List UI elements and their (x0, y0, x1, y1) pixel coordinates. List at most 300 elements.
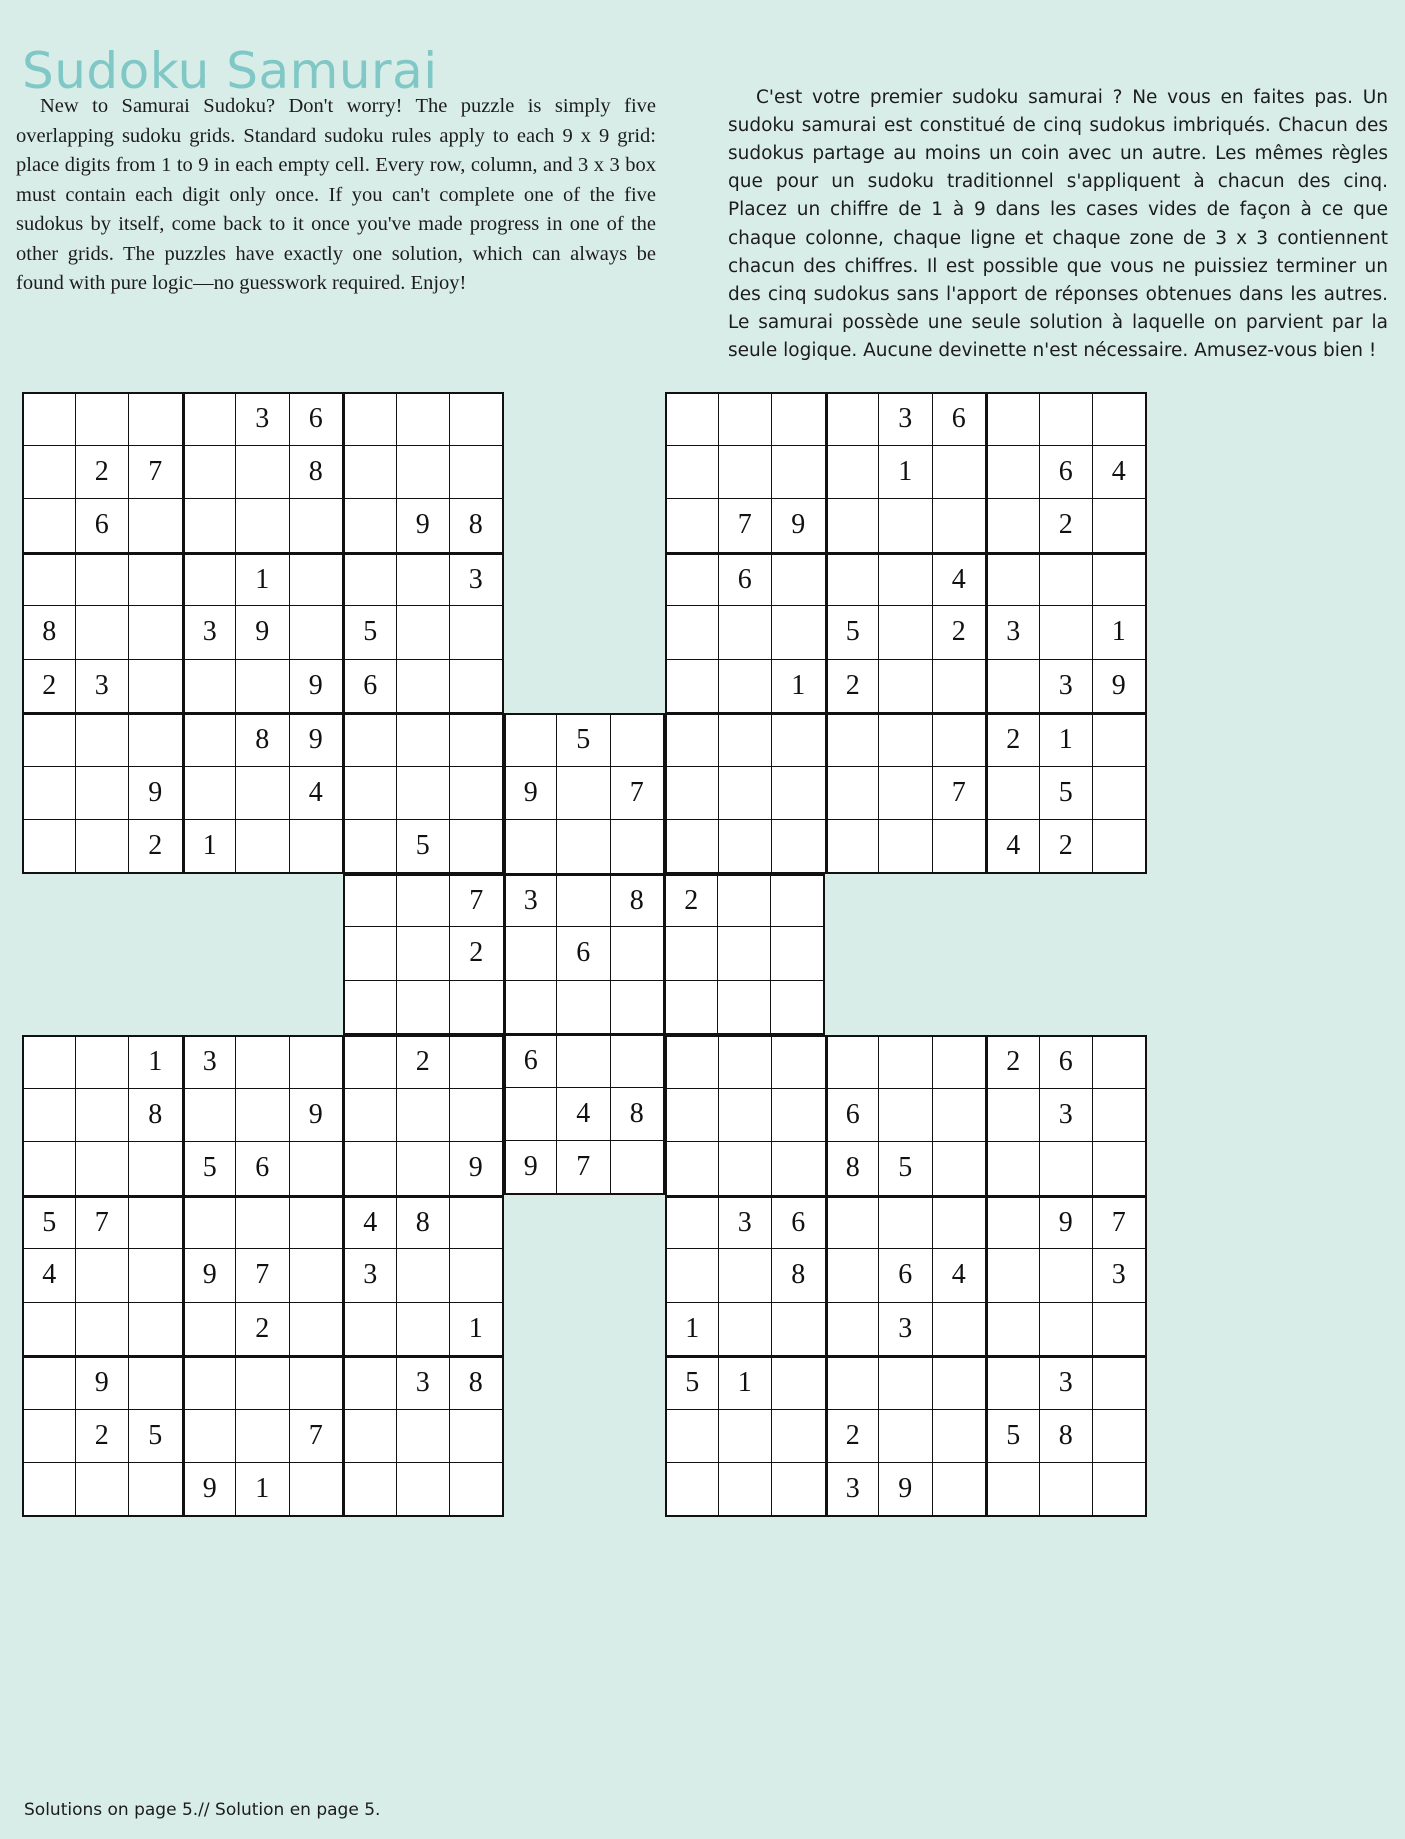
sudoku-cell[interactable]: 3 (1040, 1089, 1094, 1143)
sudoku-cell[interactable]: 2 (1040, 820, 1094, 874)
sudoku-cell[interactable] (343, 1463, 397, 1517)
sudoku-cell[interactable] (557, 1034, 611, 1088)
sudoku-cell[interactable] (129, 1303, 183, 1357)
sudoku-cell[interactable]: 8 (611, 1088, 665, 1142)
sudoku-cell[interactable]: 1 (183, 820, 237, 874)
sudoku-cell[interactable] (22, 446, 76, 500)
sudoku-cell[interactable]: 5 (879, 1142, 933, 1196)
sudoku-cell[interactable] (1093, 499, 1147, 553)
sudoku-cell[interactable]: 9 (290, 660, 344, 714)
sudoku-cell[interactable] (1093, 553, 1147, 607)
sudoku-cell[interactable] (933, 713, 987, 767)
sudoku-cell[interactable] (826, 1303, 880, 1357)
sudoku-cell[interactable]: 3 (1093, 1249, 1147, 1303)
sudoku-cell[interactable]: 8 (450, 499, 504, 553)
sudoku-cell[interactable]: 6 (1040, 1035, 1094, 1089)
sudoku-cell[interactable] (76, 553, 130, 607)
sudoku-cell[interactable] (1093, 820, 1147, 874)
sudoku-cell[interactable] (76, 1142, 130, 1196)
sudoku-cell[interactable] (611, 927, 665, 981)
sudoku-cell[interactable] (236, 767, 290, 821)
sudoku-cell[interactable] (504, 981, 558, 1035)
sudoku-cell[interactable] (665, 1142, 719, 1196)
sudoku-cell[interactable] (129, 1249, 183, 1303)
sudoku-cell[interactable] (1040, 1142, 1094, 1196)
sudoku-cell[interactable] (1093, 1035, 1147, 1089)
sudoku-cell[interactable]: 2 (933, 606, 987, 660)
sudoku-cell[interactable]: 2 (76, 1410, 130, 1464)
sudoku-cell[interactable] (879, 1410, 933, 1464)
sudoku-cell[interactable] (772, 1303, 826, 1357)
sudoku-cell[interactable] (665, 1410, 719, 1464)
sudoku-cell[interactable] (772, 713, 826, 767)
sudoku-cell[interactable] (183, 1089, 237, 1143)
sudoku-cell[interactable] (719, 1410, 773, 1464)
sudoku-cell[interactable] (22, 1410, 76, 1464)
sudoku-cell[interactable] (826, 553, 880, 607)
sudoku-cell[interactable] (879, 1089, 933, 1143)
sudoku-cell[interactable]: 9 (183, 1249, 237, 1303)
sudoku-cell[interactable] (22, 820, 76, 874)
sudoku-cell[interactable] (557, 820, 611, 874)
sudoku-cell[interactable]: 6 (504, 1034, 558, 1088)
sudoku-cell[interactable] (664, 981, 718, 1035)
sudoku-cell[interactable]: 4 (933, 1249, 987, 1303)
sudoku-cell[interactable]: 7 (450, 874, 504, 928)
sudoku-cell[interactable] (290, 1196, 344, 1250)
sudoku-cell[interactable]: 9 (504, 1141, 558, 1195)
sudoku-cell[interactable] (183, 1410, 237, 1464)
sudoku-cell[interactable]: 3 (397, 1356, 451, 1410)
sudoku-cell[interactable]: 2 (397, 1035, 451, 1089)
sudoku-cell[interactable] (129, 392, 183, 446)
sudoku-cell[interactable] (986, 553, 1040, 607)
sudoku-cell[interactable] (290, 1303, 344, 1357)
sudoku-cell[interactable] (450, 1463, 504, 1517)
sudoku-cell[interactable] (772, 1142, 826, 1196)
sudoku-cell[interactable] (771, 981, 825, 1035)
sudoku-cell[interactable] (879, 553, 933, 607)
sudoku-cell[interactable] (986, 1142, 1040, 1196)
sudoku-cell[interactable] (1040, 606, 1094, 660)
sudoku-cell[interactable] (557, 767, 611, 821)
sudoku-cell[interactable] (129, 553, 183, 607)
sudoku-cell[interactable]: 1 (129, 1035, 183, 1089)
sudoku-cell[interactable]: 5 (826, 606, 880, 660)
sudoku-cell[interactable] (290, 1463, 344, 1517)
sudoku-cell[interactable] (826, 1356, 880, 1410)
sudoku-cell[interactable] (933, 660, 987, 714)
sudoku-cell[interactable] (450, 981, 504, 1035)
sudoku-cell[interactable] (236, 1196, 290, 1250)
sudoku-cell[interactable] (397, 392, 451, 446)
sudoku-cell[interactable]: 2 (1040, 499, 1094, 553)
sudoku-cell[interactable]: 1 (665, 1303, 719, 1357)
sudoku-cell[interactable] (76, 820, 130, 874)
sudoku-cell[interactable] (129, 660, 183, 714)
sudoku-cell[interactable]: 3 (504, 874, 558, 928)
sudoku-cell[interactable] (290, 553, 344, 607)
sudoku-cell[interactable]: 9 (183, 1463, 237, 1517)
sudoku-cell[interactable] (826, 499, 880, 553)
sudoku-cell[interactable]: 6 (879, 1249, 933, 1303)
sudoku-cell[interactable] (183, 499, 237, 553)
sudoku-cell[interactable]: 1 (236, 1463, 290, 1517)
sudoku-cell[interactable] (665, 553, 719, 607)
sudoku-cell[interactable] (986, 446, 1040, 500)
sudoku-cell[interactable] (397, 1303, 451, 1357)
sudoku-cell[interactable] (719, 606, 773, 660)
sudoku-cell[interactable] (236, 1035, 290, 1089)
sudoku-cell[interactable] (183, 1196, 237, 1250)
sudoku-cell[interactable]: 3 (986, 606, 1040, 660)
sudoku-cell[interactable] (772, 1463, 826, 1517)
sudoku-cell[interactable]: 6 (719, 553, 773, 607)
sudoku-cell[interactable] (771, 874, 825, 928)
sudoku-cell[interactable] (719, 1089, 773, 1143)
sudoku-cell[interactable] (397, 1089, 451, 1143)
sudoku-cell[interactable] (719, 1035, 773, 1089)
sudoku-cell[interactable] (665, 446, 719, 500)
sudoku-cell[interactable] (343, 553, 397, 607)
sudoku-cell[interactable]: 1 (1040, 713, 1094, 767)
sudoku-cell[interactable] (665, 660, 719, 714)
sudoku-cell[interactable]: 9 (879, 1463, 933, 1517)
sudoku-cell[interactable] (665, 820, 719, 874)
sudoku-cell[interactable] (826, 1035, 880, 1089)
sudoku-cell[interactable] (879, 820, 933, 874)
sudoku-cell[interactable]: 3 (1040, 1356, 1094, 1410)
sudoku-cell[interactable] (343, 1089, 397, 1143)
sudoku-cell[interactable]: 5 (343, 606, 397, 660)
sudoku-cell[interactable] (826, 446, 880, 500)
sudoku-cell[interactable]: 9 (1040, 1196, 1094, 1250)
sudoku-cell[interactable]: 9 (1093, 660, 1147, 714)
sudoku-cell[interactable]: 3 (1040, 660, 1094, 714)
sudoku-cell[interactable] (183, 1356, 237, 1410)
sudoku-cell[interactable] (397, 1249, 451, 1303)
sudoku-cell[interactable] (450, 713, 504, 767)
sudoku-cell[interactable]: 3 (183, 1035, 237, 1089)
sudoku-cell[interactable] (397, 927, 451, 981)
sudoku-cell[interactable] (719, 713, 773, 767)
sudoku-cell[interactable] (1040, 1249, 1094, 1303)
sudoku-cell[interactable] (129, 1463, 183, 1517)
sudoku-cell[interactable] (76, 713, 130, 767)
sudoku-cell[interactable] (718, 874, 772, 928)
sudoku-cell[interactable]: 3 (450, 553, 504, 607)
sudoku-cell[interactable]: 5 (183, 1142, 237, 1196)
sudoku-cell[interactable]: 1 (1093, 606, 1147, 660)
sudoku-cell[interactable] (450, 606, 504, 660)
sudoku-cell[interactable]: 5 (397, 820, 451, 874)
sudoku-cell[interactable] (450, 392, 504, 446)
sudoku-grid-bottom-right[interactable] (665, 1035, 1147, 1517)
sudoku-cell[interactable] (236, 660, 290, 714)
sudoku-cell[interactable] (22, 1356, 76, 1410)
sudoku-cell[interactable] (1040, 392, 1094, 446)
sudoku-cell[interactable] (76, 1249, 130, 1303)
sudoku-cell[interactable]: 8 (22, 606, 76, 660)
sudoku-cell[interactable] (129, 713, 183, 767)
sudoku-cell[interactable] (290, 1356, 344, 1410)
sudoku-cell[interactable]: 5 (986, 1410, 1040, 1464)
sudoku-cell[interactable]: 3 (343, 1249, 397, 1303)
sudoku-cell[interactable] (986, 392, 1040, 446)
sudoku-cell[interactable] (986, 1249, 1040, 1303)
sudoku-cell[interactable] (933, 1142, 987, 1196)
sudoku-cell[interactable] (772, 1356, 826, 1410)
sudoku-grid-top-right[interactable] (665, 392, 1147, 874)
sudoku-cell[interactable] (826, 1196, 880, 1250)
sudoku-cell[interactable] (22, 1089, 76, 1143)
sudoku-cell[interactable] (611, 1141, 665, 1195)
sudoku-cell[interactable] (879, 660, 933, 714)
sudoku-cell[interactable] (397, 606, 451, 660)
sudoku-cell[interactable]: 7 (611, 767, 665, 821)
sudoku-cell[interactable]: 8 (397, 1196, 451, 1250)
sudoku-cell[interactable]: 1 (719, 1356, 773, 1410)
sudoku-cell[interactable]: 9 (450, 1142, 504, 1196)
sudoku-cell[interactable]: 9 (290, 1089, 344, 1143)
sudoku-cell[interactable] (879, 767, 933, 821)
sudoku-cell[interactable] (665, 1249, 719, 1303)
sudoku-cell[interactable] (665, 606, 719, 660)
sudoku-cell[interactable] (236, 1410, 290, 1464)
sudoku-cell[interactable] (772, 820, 826, 874)
sudoku-cell[interactable] (76, 1463, 130, 1517)
sudoku-cell[interactable]: 1 (879, 446, 933, 500)
sudoku-cell[interactable] (22, 1303, 76, 1357)
sudoku-cell[interactable] (397, 553, 451, 607)
sudoku-cell[interactable] (290, 1035, 344, 1089)
sudoku-cell[interactable] (343, 499, 397, 553)
sudoku-cell[interactable] (933, 820, 987, 874)
sudoku-cell[interactable] (343, 874, 397, 928)
sudoku-cell[interactable] (397, 713, 451, 767)
sudoku-cell[interactable] (719, 660, 773, 714)
sudoku-cell[interactable] (557, 981, 611, 1035)
sudoku-cell[interactable] (611, 1034, 665, 1088)
sudoku-cell[interactable]: 6 (557, 927, 611, 981)
sudoku-cell[interactable] (343, 1356, 397, 1410)
sudoku-cell[interactable]: 2 (826, 660, 880, 714)
sudoku-cell[interactable]: 5 (129, 1410, 183, 1464)
sudoku-cell[interactable] (772, 1089, 826, 1143)
sudoku-cell[interactable]: 3 (826, 1463, 880, 1517)
sudoku-cell[interactable]: 2 (986, 713, 1040, 767)
sudoku-cell[interactable] (450, 1035, 504, 1089)
sudoku-cell[interactable]: 1 (772, 660, 826, 714)
sudoku-cell[interactable]: 6 (290, 392, 344, 446)
sudoku-cell[interactable] (236, 499, 290, 553)
sudoku-cell[interactable] (719, 1249, 773, 1303)
sudoku-cell[interactable] (826, 767, 880, 821)
sudoku-cell[interactable] (76, 606, 130, 660)
sudoku-cell[interactable] (22, 1142, 76, 1196)
sudoku-cell[interactable] (933, 1356, 987, 1410)
sudoku-cell[interactable] (236, 820, 290, 874)
sudoku-cell[interactable] (183, 446, 237, 500)
sudoku-cell[interactable] (933, 499, 987, 553)
sudoku-cell[interactable] (183, 713, 237, 767)
sudoku-cell[interactable] (718, 927, 772, 981)
sudoku-cell[interactable] (129, 499, 183, 553)
sudoku-cell[interactable] (986, 1356, 1040, 1410)
sudoku-cell[interactable] (22, 767, 76, 821)
sudoku-cell[interactable] (343, 1035, 397, 1089)
sudoku-cell[interactable]: 7 (557, 1141, 611, 1195)
sudoku-cell[interactable] (343, 446, 397, 500)
sudoku-cell[interactable] (183, 1303, 237, 1357)
sudoku-cell[interactable] (772, 606, 826, 660)
sudoku-cell[interactable] (1093, 392, 1147, 446)
sudoku-cell[interactable] (76, 1035, 130, 1089)
sudoku-cell[interactable] (1093, 1303, 1147, 1357)
sudoku-cell[interactable]: 4 (933, 553, 987, 607)
sudoku-cell[interactable]: 7 (76, 1196, 130, 1250)
sudoku-cell[interactable] (450, 1089, 504, 1143)
sudoku-cell[interactable]: 3 (719, 1196, 773, 1250)
sudoku-cell[interactable] (879, 606, 933, 660)
sudoku-cell[interactable]: 7 (129, 446, 183, 500)
sudoku-cell[interactable] (772, 1035, 826, 1089)
sudoku-cell[interactable] (397, 981, 451, 1035)
sudoku-cell[interactable] (504, 820, 558, 874)
sudoku-cell[interactable]: 2 (450, 927, 504, 981)
sudoku-cell[interactable] (183, 660, 237, 714)
sudoku-cell[interactable] (343, 767, 397, 821)
sudoku-cell[interactable] (986, 499, 1040, 553)
sudoku-cell[interactable] (450, 446, 504, 500)
sudoku-cell[interactable] (397, 660, 451, 714)
sudoku-cell[interactable] (22, 553, 76, 607)
sudoku-cell[interactable] (1093, 1410, 1147, 1464)
sudoku-cell[interactable] (397, 1463, 451, 1517)
sudoku-cell[interactable] (1040, 553, 1094, 607)
sudoku-cell[interactable] (933, 1463, 987, 1517)
sudoku-cell[interactable]: 6 (772, 1196, 826, 1250)
sudoku-cell[interactable] (397, 1142, 451, 1196)
sudoku-cell[interactable]: 4 (343, 1196, 397, 1250)
sudoku-cell[interactable]: 6 (826, 1089, 880, 1143)
sudoku-cell[interactable]: 9 (76, 1356, 130, 1410)
sudoku-cell[interactable]: 5 (665, 1356, 719, 1410)
sudoku-cell[interactable] (76, 767, 130, 821)
sudoku-cell[interactable] (290, 1249, 344, 1303)
sudoku-cell[interactable] (772, 392, 826, 446)
sudoku-cell[interactable] (183, 553, 237, 607)
sudoku-cell[interactable] (772, 1410, 826, 1464)
sudoku-cell[interactable] (290, 820, 344, 874)
sudoku-cell[interactable] (719, 1303, 773, 1357)
sudoku-cell[interactable]: 6 (343, 660, 397, 714)
sudoku-cell[interactable] (772, 767, 826, 821)
sudoku-cell[interactable] (933, 446, 987, 500)
sudoku-cell[interactable] (665, 767, 719, 821)
sudoku-cell[interactable] (719, 767, 773, 821)
sudoku-cell[interactable] (719, 1142, 773, 1196)
sudoku-cell[interactable]: 5 (22, 1196, 76, 1250)
sudoku-cell[interactable] (343, 1303, 397, 1357)
sudoku-cell[interactable] (290, 499, 344, 553)
sudoku-cell[interactable]: 3 (76, 660, 130, 714)
sudoku-cell[interactable] (450, 1196, 504, 1250)
sudoku-cell[interactable]: 1 (450, 1303, 504, 1357)
sudoku-cell[interactable] (22, 499, 76, 553)
sudoku-cell[interactable] (826, 820, 880, 874)
sudoku-cell[interactable]: 6 (236, 1142, 290, 1196)
sudoku-cell[interactable]: 3 (236, 392, 290, 446)
sudoku-cell[interactable]: 9 (290, 713, 344, 767)
sudoku-cell[interactable]: 3 (183, 606, 237, 660)
sudoku-cell[interactable] (986, 1463, 1040, 1517)
sudoku-cell[interactable] (879, 499, 933, 553)
sudoku-cell[interactable] (1093, 1142, 1147, 1196)
sudoku-cell[interactable] (986, 1196, 1040, 1250)
sudoku-cell[interactable]: 2 (129, 820, 183, 874)
sudoku-cell[interactable] (76, 392, 130, 446)
sudoku-cell[interactable] (183, 767, 237, 821)
sudoku-cell[interactable] (236, 1356, 290, 1410)
sudoku-cell[interactable]: 8 (611, 874, 665, 928)
sudoku-cell[interactable] (22, 392, 76, 446)
sudoku-cell[interactable] (986, 1303, 1040, 1357)
sudoku-cell[interactable] (450, 1410, 504, 1464)
sudoku-cell[interactable] (826, 392, 880, 446)
sudoku-cell[interactable] (665, 1035, 719, 1089)
sudoku-cell[interactable] (504, 1088, 558, 1142)
sudoku-cell[interactable]: 9 (397, 499, 451, 553)
sudoku-cell[interactable] (665, 499, 719, 553)
sudoku-cell[interactable]: 9 (504, 767, 558, 821)
sudoku-cell[interactable]: 2 (826, 1410, 880, 1464)
sudoku-cell[interactable] (933, 1089, 987, 1143)
sudoku-cell[interactable]: 5 (557, 713, 611, 767)
sudoku-cell[interactable] (1093, 1463, 1147, 1517)
sudoku-cell[interactable] (343, 1410, 397, 1464)
sudoku-cell[interactable] (22, 1463, 76, 1517)
sudoku-cell[interactable]: 9 (236, 606, 290, 660)
sudoku-cell[interactable]: 8 (826, 1142, 880, 1196)
sudoku-cell[interactable] (665, 1196, 719, 1250)
sudoku-cell[interactable]: 7 (236, 1249, 290, 1303)
sudoku-cell[interactable] (343, 820, 397, 874)
sudoku-cell[interactable]: 4 (557, 1088, 611, 1142)
sudoku-cell[interactable]: 3 (879, 392, 933, 446)
sudoku-cell[interactable] (450, 1249, 504, 1303)
sudoku-cell[interactable] (343, 1142, 397, 1196)
sudoku-cell[interactable] (343, 713, 397, 767)
sudoku-cell[interactable] (343, 927, 397, 981)
sudoku-cell[interactable] (397, 446, 451, 500)
sudoku-cell[interactable]: 6 (1040, 446, 1094, 500)
sudoku-cell[interactable]: 2 (76, 446, 130, 500)
sudoku-cell[interactable] (557, 874, 611, 928)
sudoku-cell[interactable]: 9 (129, 767, 183, 821)
sudoku-cell[interactable] (129, 1196, 183, 1250)
sudoku-cell[interactable]: 8 (236, 713, 290, 767)
sudoku-cell[interactable]: 4 (986, 820, 1040, 874)
sudoku-cell[interactable] (933, 1303, 987, 1357)
sudoku-cell[interactable] (826, 1249, 880, 1303)
sudoku-cell[interactable]: 2 (986, 1035, 1040, 1089)
sudoku-cell[interactable]: 3 (879, 1303, 933, 1357)
sudoku-cell[interactable] (397, 874, 451, 928)
sudoku-cell[interactable] (879, 1356, 933, 1410)
sudoku-cell[interactable] (611, 820, 665, 874)
sudoku-cell[interactable]: 5 (1040, 767, 1094, 821)
